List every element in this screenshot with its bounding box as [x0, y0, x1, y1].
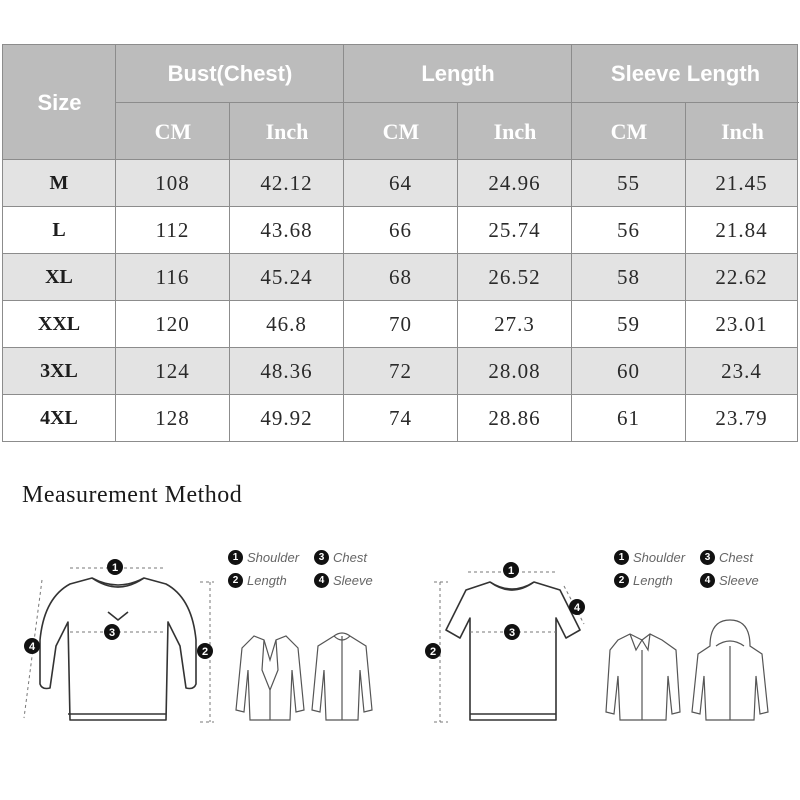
measurement-method-title: Measurement Method: [22, 482, 243, 508]
length-inch-cell: 25.74: [458, 207, 572, 253]
size-header: Size: [37, 90, 82, 115]
bust-cm-cell: 124: [116, 348, 230, 394]
svg-text:2: 2: [429, 646, 437, 658]
number-badge: [107, 559, 123, 575]
length-inch-cell: 28.08: [458, 348, 572, 394]
number-badge: 1: [614, 550, 629, 565]
size-cell: XXL: [3, 301, 116, 347]
legend-label: Shoulder: [247, 550, 300, 565]
number-badge: 4: [700, 573, 715, 588]
bust-inch-cell: 49.92: [230, 395, 344, 441]
bust-inch-cell: 45.24: [230, 254, 344, 300]
bust-cm-cell: 116: [116, 254, 230, 300]
shirt-icon: [606, 634, 680, 720]
bust-header: Bust(Chest): [167, 61, 293, 86]
unit-header-inch: Inch: [265, 119, 309, 144]
svg-text:1: 1: [507, 565, 515, 577]
number-badge: 2: [614, 573, 629, 588]
size-cell: M: [3, 160, 116, 206]
svg-text:1: 1: [111, 562, 119, 574]
length-inch-cell: 24.96: [458, 160, 572, 206]
sleeve-cm-cell: 60: [572, 348, 686, 394]
svg-text:2: 2: [201, 646, 209, 658]
sleeve-inch-cell: 21.84: [715, 217, 768, 242]
length-cm-cell: 64: [344, 160, 458, 206]
svg-text:4: 4: [28, 641, 36, 653]
length-cm-cell: 70: [344, 301, 458, 347]
number-badge: [503, 562, 519, 578]
number-badge: [24, 638, 40, 654]
length-inch-cell: 28.86: [458, 395, 572, 441]
sleeve-cm-cell: 61: [572, 395, 686, 441]
bust-cm-cell: 120: [116, 301, 230, 347]
size-cell: L: [3, 207, 116, 253]
legend-label: Length: [633, 573, 673, 588]
unit-header-inch: Inch: [493, 119, 537, 144]
legend-label: Length: [247, 573, 287, 588]
svg-text:4: 4: [573, 602, 581, 614]
bust-inch-cell: 42.12: [230, 160, 344, 206]
unit-header-inch: Inch: [721, 119, 764, 144]
sleeve-cm-cell: 55: [572, 160, 686, 206]
unit-header-cm: CM: [610, 119, 648, 144]
sleeve-inch-cell: 21.45: [715, 170, 768, 195]
size-cell: 3XL: [3, 348, 116, 394]
length-cm-cell: 66: [344, 207, 458, 253]
size-cell: XL: [3, 254, 116, 300]
unit-header-cm: CM: [382, 119, 420, 144]
sweatshirt-diagram-icon: [40, 578, 196, 720]
size-cell: 4XL: [3, 395, 116, 441]
number-badge: 3: [700, 550, 715, 565]
sleeve-cm-cell: 56: [572, 207, 686, 253]
number-badge: [504, 624, 520, 640]
number-badge: 3: [314, 550, 329, 565]
length-inch-cell: 26.52: [458, 254, 572, 300]
blazer-icon: [236, 636, 304, 720]
bust-cm-cell: 128: [116, 395, 230, 441]
bust-inch-cell: 48.36: [230, 348, 344, 394]
length-cm-cell: 68: [344, 254, 458, 300]
sleeve-inch-cell: 23.79: [715, 405, 768, 430]
sleeve-cm-cell: 59: [572, 301, 686, 347]
sleeve-inch-cell: 23.01: [715, 311, 768, 336]
legend-label: Chest: [719, 550, 753, 565]
length-cm-cell: 74: [344, 395, 458, 441]
bust-inch-cell: 46.8: [230, 301, 344, 347]
sleeve-inch-cell: 23.4: [721, 358, 762, 383]
bust-inch-cell: 43.68: [230, 207, 344, 253]
unit-header-cm: CM: [154, 119, 192, 144]
length-inch-cell: 27.3: [458, 301, 572, 347]
number-badge: [425, 643, 441, 659]
tshirt-diagram-icon: [446, 582, 580, 720]
legend-label: Shoulder: [633, 550, 686, 565]
number-badge: [197, 643, 213, 659]
measure-guides: [24, 568, 214, 722]
number-badge: 1: [228, 550, 243, 565]
length-header: Length: [421, 61, 495, 86]
sleeve-inch-cell: 22.62: [715, 264, 768, 289]
sleeve-length-header: Sleeve Length: [610, 61, 761, 86]
svg-text:3: 3: [508, 627, 516, 639]
length-cm-cell: 72: [344, 348, 458, 394]
svg-text:3: 3: [108, 627, 116, 639]
jacket-icon: [312, 633, 372, 720]
legend-label: Chest: [333, 550, 367, 565]
number-badge: [104, 624, 120, 640]
number-badge: [569, 599, 585, 615]
bust-cm-cell: 108: [116, 160, 230, 206]
bust-cm-cell: 112: [116, 207, 230, 253]
number-badge: 4: [314, 573, 329, 588]
hoodie-icon: [692, 620, 768, 720]
sleeve-cm-cell: 58: [572, 254, 686, 300]
legend-label: Sleeve: [333, 573, 373, 588]
legend-label: Sleeve: [719, 573, 759, 588]
number-badge: 2: [228, 573, 243, 588]
